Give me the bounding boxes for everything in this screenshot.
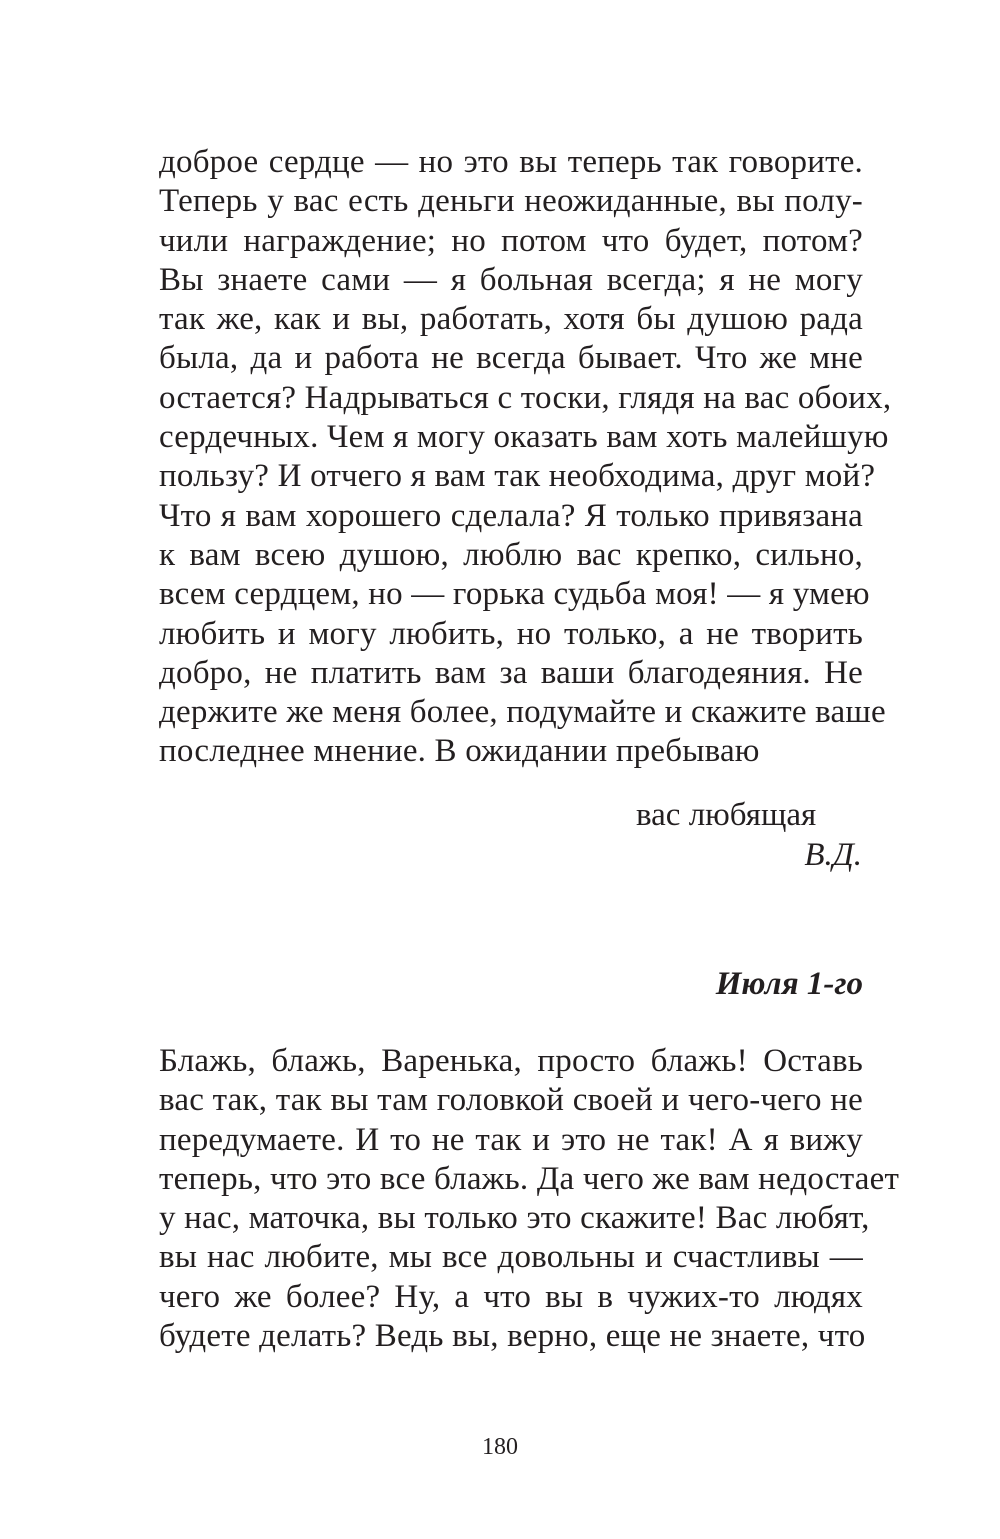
text-line: доброе сердце — но это вы теперь так говорите. xyxy=(159,144,863,180)
text-line: к вам всею душою, люблю вас крепко, сильно, xyxy=(159,536,863,573)
text-line: Теперь у вас есть деньги неожиданные, вы полу- xyxy=(159,183,863,220)
text-line: сердечных. Чем я могу оказать вам хоть малейшую xyxy=(159,419,889,456)
text-line: добро, не платить вам за ваши благодеяния. Не xyxy=(159,654,863,691)
text-line: вас так, так вы там головкой своей и чего-чего не xyxy=(159,1082,863,1119)
text-line: любить и могу любить, но только, а не творить xyxy=(159,615,863,652)
text-line: у нас, маточка, вы только это скажите! Вас любят, xyxy=(159,1200,870,1237)
text-line: Блажь, блажь, Варенька, просто блажь! Оставь xyxy=(159,1043,863,1079)
letter-signoff: вас любящая xyxy=(636,797,817,833)
text-line: держите же меня более, подумайте и скажите ваше xyxy=(159,694,886,731)
letter-date-heading: Июля 1-го xyxy=(715,966,863,1002)
text-line: Вы знаете сами — я больная всегда; я не могу xyxy=(159,261,863,298)
letter-1-body xyxy=(159,143,892,772)
text-line: последнее мнение. В ожидании пребываю xyxy=(159,733,760,770)
text-line: Что я вам хорошего сделала? Я только привязана xyxy=(159,497,863,534)
text-line: чего же более? Ну, а что вы в чужих-то людях xyxy=(159,1278,863,1315)
letter-2-body xyxy=(159,1042,900,1356)
text-line: остается? Надрываться с тоски, глядя на вас обоих, xyxy=(159,379,892,416)
text-line: пользу? И отчего я вам так необходима, друг мой? xyxy=(159,458,876,495)
text-line: передумаете. И то не так и это не так! А я вижу xyxy=(159,1121,863,1158)
text-line: будете делать? Ведь вы, верно, еще не знаете, что xyxy=(159,1318,866,1355)
text-line: так же, как и вы, работать, хотя бы душою рада xyxy=(159,301,863,338)
text-line: вы нас любите, мы все довольны и счастливы — xyxy=(159,1239,863,1276)
text-line: теперь, что это все блажь. Да чего же вам недостает xyxy=(159,1160,900,1197)
text-line: всем сердцем, но — горька судьба моя! — я умею xyxy=(159,576,870,613)
letter-signature-initials: В.Д. xyxy=(804,837,862,873)
text-line: чили награждение; но потом что будет, потом? xyxy=(159,222,863,259)
page-number: 180 xyxy=(482,1434,518,1460)
text-line: была, да и работа не всегда бывает. Что же мне xyxy=(159,340,863,377)
